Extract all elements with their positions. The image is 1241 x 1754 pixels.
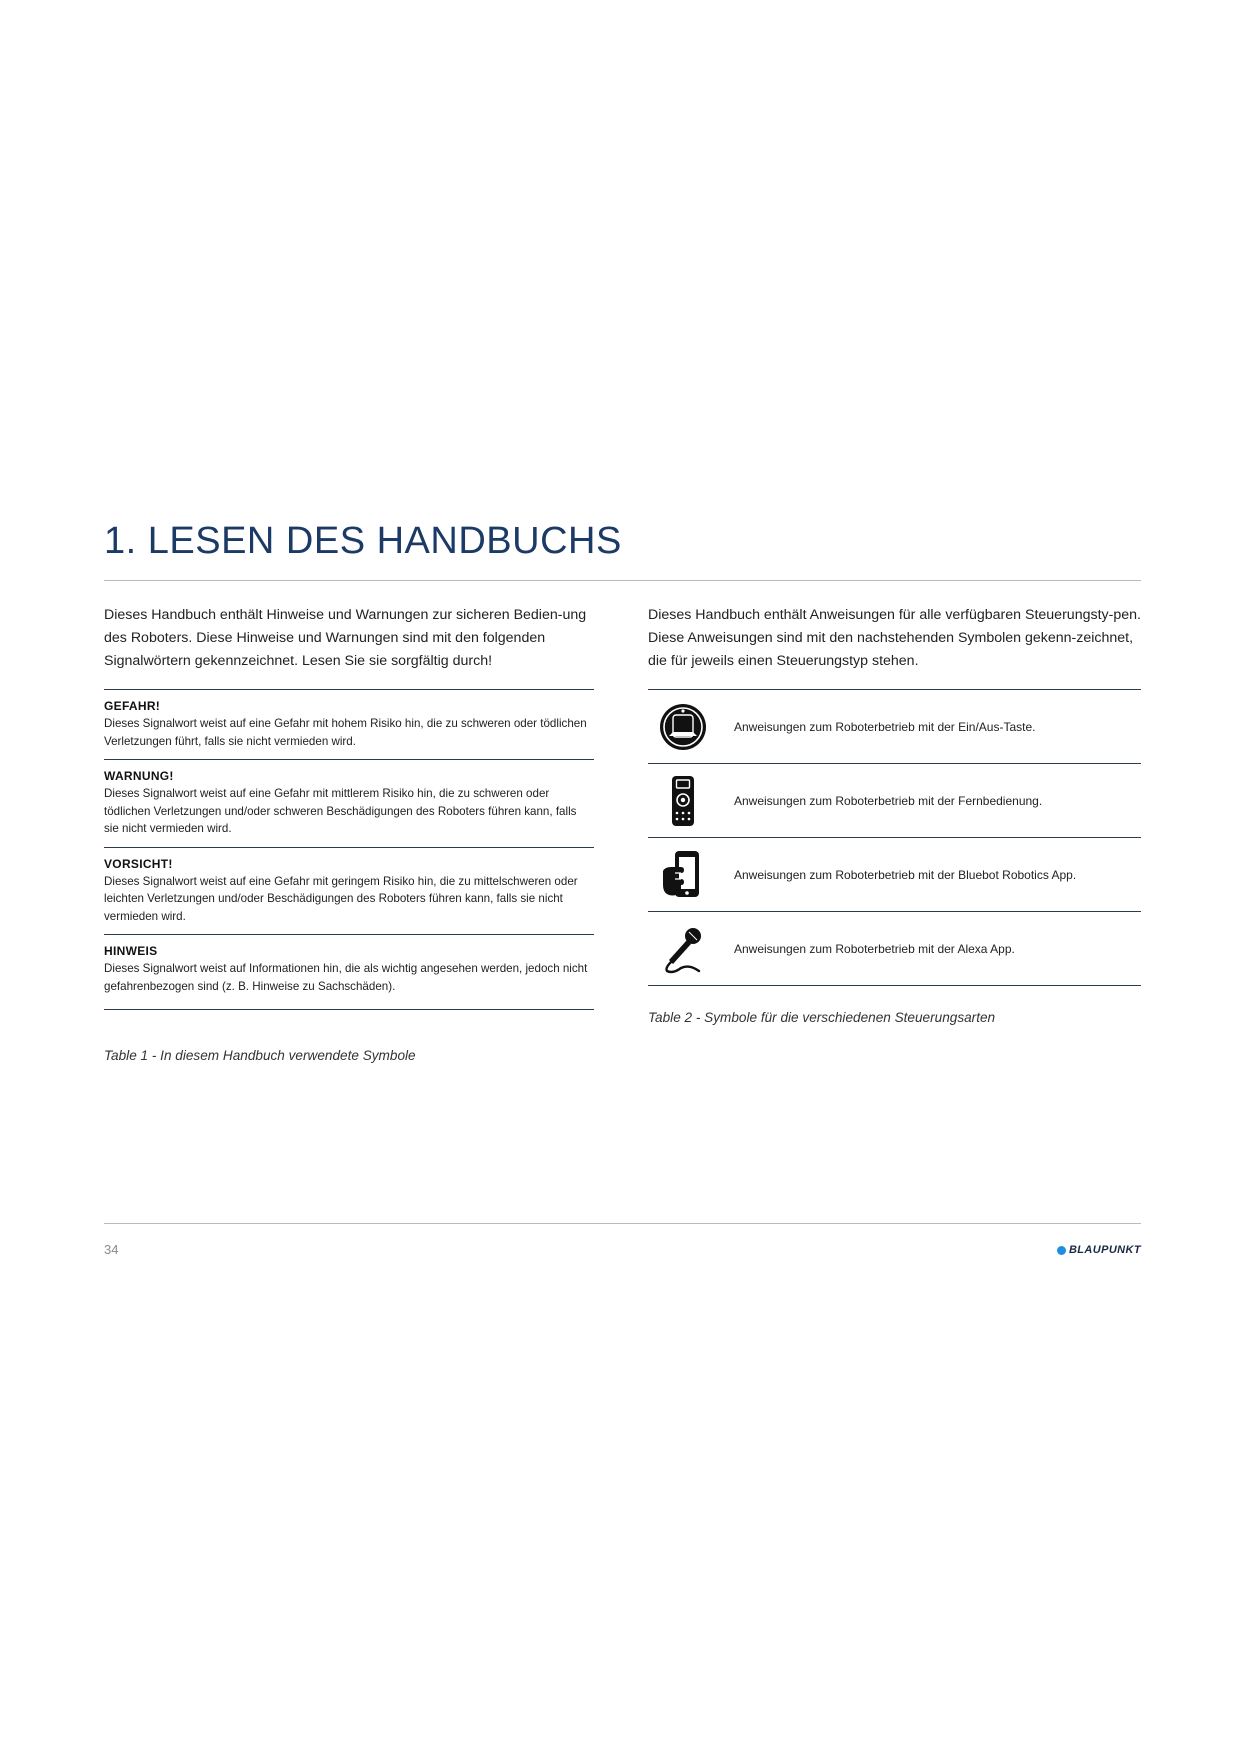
- footer-divider: [104, 1223, 1141, 1224]
- table-row: [104, 848, 594, 936]
- left-column: [104, 604, 594, 1063]
- signal-word-vorsicht: VORSICHT!: [104, 856, 173, 871]
- signal-words-table: [104, 689, 594, 1010]
- microphone-icon: [654, 920, 712, 978]
- table-row: [648, 690, 1141, 764]
- left-intro: Dieses Handbuch enthält Hinweise und Warnungen zur sicheren Bedien-ung des Roboters. Diese Hinweise und Warnungen sind mit den folgenden Signalwörtern gekennzeichnet. Lesen Sie sie sorgfältig durch!: [104, 607, 587, 669]
- signal-word-hinweis: HINWEIS: [104, 944, 158, 958]
- robot-icon: [654, 698, 712, 756]
- table-row: [648, 912, 1141, 986]
- signal-description: Dieses Signalwort weist auf Informationen hin, die als wichtig angesehen werden, jedoch nicht gefahrenbezogen sind (z. B. Hinweise zu Sachschäden).: [104, 962, 588, 993]
- signal-description: Dieses Signalwort weist auf eine Gefahr mit hohem Risiko hin, die zu schweren oder tödlichen Verletzungen führt, falls sie nicht vermieden wird.: [104, 717, 587, 748]
- brand-dot-icon: [1057, 1246, 1066, 1255]
- signal-description: Dieses Signalwort weist auf eine Gefahr mit mittlerem Risiko hin, die zu schweren oder tödlichen Verletzungen und/oder schweren Beschädigungen des Roboters führen kann, falls sie nicht vermieden wird.: [104, 787, 577, 835]
- page-number: 34: [104, 1242, 119, 1257]
- table-2-caption: Table 2 - Symbole für die verschiedenen Steuerungsarten: [648, 1010, 996, 1025]
- control-text: Anweisungen zum Roboterbetrieb mit der Bluebot Robotics App.: [734, 867, 1077, 882]
- right-column: [648, 604, 1141, 1025]
- control-text: Anweisungen zum Roboterbetrieb mit der Fernbedienung.: [734, 793, 1043, 808]
- signal-word-gefahr: GEFAHR!: [104, 699, 161, 713]
- signal-description: Dieses Signalwort weist auf eine Gefahr mit geringem Risiko hin, die zu mittelschweren oder leichten Verletzungen und/oder Beschädigungen des Roboters führen kann, falls sie nicht vermieden wird.: [104, 874, 578, 923]
- smartphone-hand-icon: [654, 846, 712, 904]
- brand-name: BLAUPUNKT: [1068, 1244, 1141, 1256]
- title-divider: [104, 580, 1141, 581]
- control-text: Anweisungen zum Roboterbetrieb mit der Alexa App.: [734, 941, 1015, 956]
- signal-word-warnung: WARNUNG!: [104, 769, 174, 783]
- brand-logo: [1057, 1244, 1141, 1256]
- table-row: [104, 690, 594, 760]
- table-row: [648, 764, 1141, 838]
- table-row: [648, 838, 1141, 912]
- right-intro: Dieses Handbuch enthält Anweisungen für alle verfügbaren Steuerungsty-pen. Diese Anweisungen sind mit den nachstehenden Symbolen gekenn-zeichnet, die für jeweils einen Steuerungstyp stehen.: [648, 607, 1141, 669]
- page-title: 1. LESEN DES HANDBUCHS: [104, 520, 622, 562]
- table-row: [104, 935, 594, 1010]
- table-1-caption: Table 1 - In diesem Handbuch verwendete Symbole: [104, 1048, 416, 1063]
- control-text: Anweisungen zum Roboterbetrieb mit der Ein/Aus-Taste.: [734, 719, 1036, 734]
- table-row: [104, 760, 594, 848]
- control-types-table: [648, 689, 1141, 986]
- remote-control-icon: [654, 772, 712, 830]
